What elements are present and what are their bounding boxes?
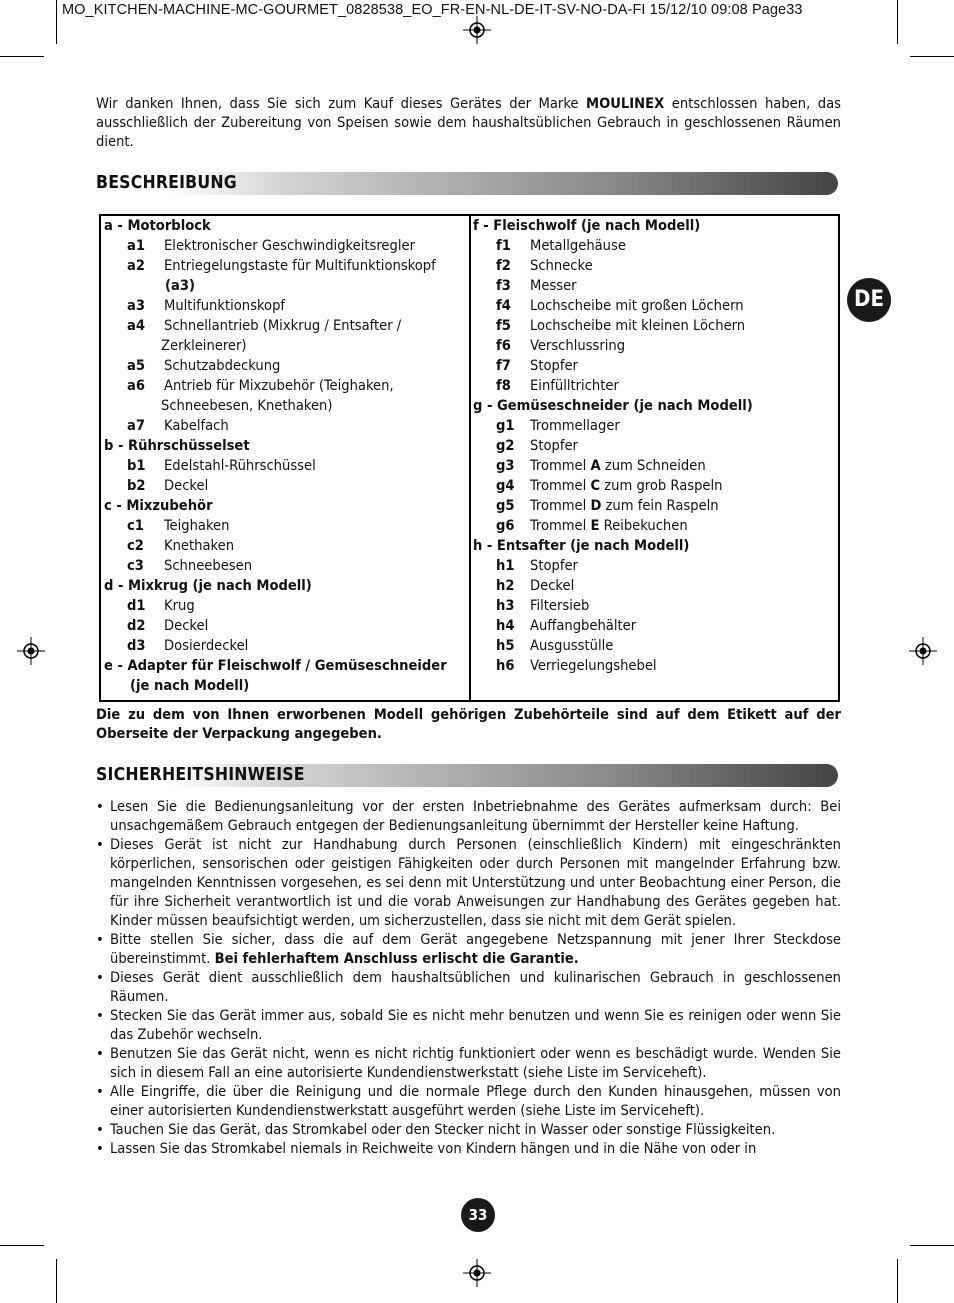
- group-heading: h - Entsafter (je nach Modell): [473, 537, 690, 554]
- part-name: [164, 356, 280, 376]
- part-name-text: Lochscheibe mit kleinen Löchern: [530, 317, 746, 334]
- bullet-text: Dieses Gerät ist nicht zur Handhabung durch Personen (einschließlich Kindern) mit eingeschränkten körperlichen, sensorischen oder geistigen Fähigkeiten oder durch Personen mit mangelnder Erfahrung bzw. mangelnden Kenntnissen vorgesehen, es sei denn mit Unterstützung und unter Beobachtung einer Person, die für ihre Sicherheit verantwortlich ist und die vorab Anweisungen zur Handhabung des Gerätes gegeben hat. Kinder müssen beaufsichtigt werden, um sicherzustellen, dass sie nicht mit dem Gerät spielen.: [110, 836, 841, 929]
- part-name-tail: zum grob Raspeln: [600, 477, 723, 494]
- part-name: [164, 536, 234, 556]
- part-name: [530, 236, 626, 256]
- parts-row: [104, 636, 466, 656]
- part-name-text: Trommel: [530, 457, 591, 474]
- part-code: f8: [496, 377, 511, 394]
- part-code: c1: [127, 517, 144, 534]
- part-name: [530, 656, 657, 676]
- parts-row: [104, 316, 466, 336]
- part-name-text: Lochscheibe mit großen Löchern: [530, 297, 744, 314]
- part-text-continued: (a3): [165, 277, 195, 294]
- part-code: b2: [127, 477, 146, 494]
- parts-row: [473, 476, 833, 496]
- part-name-text: Verschlussring: [530, 337, 626, 354]
- part-name: [530, 356, 578, 376]
- safety-bullet: [96, 1044, 841, 1082]
- drum-letter: E: [590, 517, 600, 534]
- parts-row: [104, 356, 466, 376]
- page-number: 33: [461, 1198, 495, 1232]
- part-name: [530, 616, 636, 636]
- part-name-text: Schnellantrieb (Mixkrug / Entsafter /: [164, 317, 402, 334]
- brand-name: MOULINEX: [586, 95, 665, 112]
- parts-row: [473, 236, 833, 256]
- part-name-text: Schnecke: [530, 257, 593, 274]
- print-header: MO_KITCHEN-MACHINE-MC-GOURMET_0828538_EO_FR-EN-NL-DE-IT-SV-NO-DA-FI 15/12/10 09:08 Page33: [62, 2, 803, 18]
- registration-mark-icon: [463, 1259, 491, 1287]
- part-code: g1: [496, 417, 515, 434]
- part-name: [164, 416, 229, 436]
- part-name: [530, 296, 744, 316]
- part-name: [530, 576, 574, 596]
- part-code: d3: [127, 637, 146, 654]
- part-name: [530, 456, 706, 476]
- bullet-text: Dieses Gerät dient ausschließlich dem haushaltsüblichen und kulinarischen Gebrauch in geschlossenen Räumen.: [110, 969, 841, 1005]
- part-code: a3: [127, 297, 145, 314]
- safety-bullet: [96, 930, 841, 968]
- group-heading: a - Motorblock: [104, 217, 211, 234]
- part-name-text: Kabelfach: [164, 417, 229, 434]
- intro-text-start: Wir danken Ihnen, dass Sie sich zum Kauf dieses Gerätes der Marke: [96, 95, 587, 112]
- part-name-text: Ausgusstülle: [530, 637, 614, 654]
- part-name: [164, 636, 248, 656]
- crop-mark: [910, 56, 954, 57]
- part-code: h4: [496, 617, 515, 634]
- part-name: [530, 636, 613, 656]
- safety-bullet: [96, 1120, 841, 1139]
- part-name-text: Trommellager: [530, 417, 620, 434]
- drum-letter: A: [590, 457, 601, 474]
- part-code: f7: [496, 357, 511, 374]
- part-name-text: Entriegelungstaste für Multifunktionskopf: [164, 257, 436, 274]
- parts-row: [473, 556, 833, 576]
- crop-mark: [56, 1259, 57, 1303]
- part-name-text: Dosierdeckel: [164, 637, 249, 654]
- group-heading-continued: (je nach Modell): [130, 677, 250, 694]
- part-name-text: Krug: [164, 597, 195, 614]
- part-name-text: Antrieb für Mixzubehör (Teighaken,: [164, 377, 394, 394]
- part-name: [530, 516, 688, 536]
- parts-row: [473, 636, 833, 656]
- part-name-tail: zum Schneiden: [600, 457, 706, 474]
- part-name-text: Deckel: [164, 617, 209, 634]
- part-name: [164, 256, 436, 276]
- column-divider: [469, 216, 471, 700]
- safety-bullet: [96, 1006, 841, 1044]
- parts-row: [104, 416, 466, 436]
- parts-row: [104, 336, 466, 356]
- part-name-text: Trommel: [530, 497, 591, 514]
- part-name: [530, 556, 578, 576]
- group-heading: d - Mixkrug (je nach Modell): [104, 577, 312, 594]
- part-name-text: Einfülltrichter: [530, 377, 619, 394]
- part-name: [530, 496, 719, 516]
- language-tab: DE: [847, 278, 891, 322]
- parts-row: [104, 496, 466, 516]
- parts-row: [473, 416, 833, 436]
- parts-row: [104, 436, 466, 456]
- parts-table: [99, 214, 840, 702]
- parts-row: [104, 516, 466, 536]
- part-name-text: Messer: [530, 277, 577, 294]
- part-name: [164, 376, 394, 396]
- parts-row: [473, 396, 833, 416]
- part-name-text: Deckel: [530, 577, 575, 594]
- bullet-text: Lesen Sie die Bedienungsanleitung vor der ersten Inbetriebnahme des Gerätes aufmerksam durch: Bei unsachgemäßem Gebrauch entgegen der Bedienungsanleitung übernimmt der Hersteller keine Haftung.: [110, 798, 841, 834]
- part-name-tail: zum fein Raspeln: [601, 497, 719, 514]
- part-code: f5: [496, 317, 511, 334]
- part-name: [530, 476, 722, 496]
- part-name: [530, 256, 593, 276]
- parts-column-left: [104, 216, 466, 696]
- part-name-text: Filtersieb: [530, 597, 590, 614]
- part-name-text: Stopfer: [530, 357, 578, 374]
- part-code: g4: [496, 477, 515, 494]
- part-name-text: Multifunktionskopf: [164, 297, 286, 314]
- parts-row: [104, 256, 466, 276]
- parts-row: [473, 496, 833, 516]
- part-name-text: Knethaken: [164, 537, 235, 554]
- part-name-text: Trommel: [530, 477, 591, 494]
- part-code: c2: [127, 537, 144, 554]
- part-code: g6: [496, 517, 515, 534]
- safety-list: [96, 797, 841, 1158]
- part-code: d2: [127, 617, 146, 634]
- parts-row: [473, 276, 833, 296]
- safety-bullet: [96, 835, 841, 930]
- part-code: g5: [496, 497, 515, 514]
- crop-mark: [0, 1245, 44, 1246]
- part-name: [530, 276, 577, 296]
- crop-mark: [897, 1259, 898, 1303]
- part-name-tail: Reibekuchen: [599, 517, 688, 534]
- parts-row: [473, 576, 833, 596]
- part-name-text: Trommel: [530, 517, 591, 534]
- part-code: f3: [496, 277, 511, 294]
- part-text-continued: Schneebesen, Knethaken): [161, 397, 333, 414]
- part-name-text: Elektronischer Geschwindigkeitsregler: [164, 237, 415, 254]
- part-name: [164, 476, 208, 496]
- part-code: a1: [127, 237, 145, 254]
- part-name: [164, 516, 229, 536]
- part-name: [530, 376, 619, 396]
- part-name-text: Stopfer: [530, 437, 578, 454]
- part-code: h5: [496, 637, 515, 654]
- part-code: f4: [496, 297, 511, 314]
- crop-mark: [897, 0, 898, 44]
- accessory-note: Die zu dem von Ihnen erworbenen Modell gehörigen Zubehörteile sind auf dem Etikett auf der Oberseite der Verpackung angegeben.: [96, 706, 841, 742]
- part-code: a5: [127, 357, 145, 374]
- part-name-text: Stopfer: [530, 557, 578, 574]
- parts-row: [473, 656, 833, 676]
- part-name-text: Auffangbehälter: [530, 617, 637, 634]
- safety-bullet: [96, 1139, 841, 1158]
- parts-row: [104, 276, 466, 296]
- part-code: h6: [496, 657, 515, 674]
- parts-row: [473, 216, 833, 236]
- drum-letter: D: [590, 497, 602, 514]
- part-name-text: Verriegelungshebel: [530, 657, 657, 674]
- parts-row: [104, 376, 466, 396]
- parts-row: [104, 656, 466, 676]
- part-name: [164, 616, 208, 636]
- parts-row: [473, 596, 833, 616]
- part-text-continued: Zerkleinerer): [161, 337, 247, 354]
- parts-row: [104, 616, 466, 636]
- parts-row: [104, 476, 466, 496]
- registration-mark-icon: [17, 637, 45, 665]
- part-name: [530, 596, 589, 616]
- part-code: c3: [127, 557, 144, 574]
- part-name-text: Schneebesen: [164, 557, 253, 574]
- bullet-text: Lassen Sie das Stromkabel niemals in Reichweite von Kindern hängen und in die Nähe von oder in: [110, 1140, 757, 1157]
- parts-row: [104, 296, 466, 316]
- section-title: SICHERHEITSHINWEISE: [96, 765, 305, 785]
- crop-mark: [0, 56, 44, 57]
- part-code: h1: [496, 557, 515, 574]
- parts-row: [473, 356, 833, 376]
- part-name: [530, 336, 625, 356]
- drum-letter: C: [590, 477, 601, 494]
- parts-row: [104, 556, 466, 576]
- part-name-text: Metallgehäuse: [530, 237, 626, 254]
- parts-row: [104, 536, 466, 556]
- parts-column-right: [473, 216, 833, 676]
- parts-row: [104, 456, 466, 476]
- intro-paragraph: [96, 94, 841, 151]
- part-code: f1: [496, 237, 511, 254]
- group-heading: e - Adapter für Fleischwolf / Gemüseschneider: [104, 657, 447, 674]
- part-code: g2: [496, 437, 515, 454]
- part-code: g3: [496, 457, 515, 474]
- safety-bullet: [96, 1082, 841, 1120]
- parts-row: [473, 336, 833, 356]
- group-heading: b - Rührschüsselset: [104, 437, 250, 454]
- group-heading: c - Mixzubehör: [104, 497, 213, 514]
- parts-row: [473, 256, 833, 276]
- part-code: a7: [127, 417, 145, 434]
- part-code: b1: [127, 457, 146, 474]
- part-name: [164, 596, 195, 616]
- parts-row: [473, 616, 833, 636]
- part-code: d1: [127, 597, 146, 614]
- part-code: a6: [127, 377, 145, 394]
- part-name: [164, 556, 252, 576]
- registration-mark-icon: [463, 16, 491, 44]
- part-name: [164, 236, 415, 256]
- part-code: a4: [127, 317, 145, 334]
- part-name-text: Deckel: [164, 477, 209, 494]
- bullet-text: Alle Eingriffe, die über die Reinigung und die normale Pflege durch den Kunden hinausgehen, müssen von einer autorisierten Kundendienstwerkstatt ausgeführt werden (siehe Liste im Serviceheft).: [110, 1083, 841, 1119]
- part-name: [164, 296, 285, 316]
- parts-row: [473, 436, 833, 456]
- group-heading: f - Fleischwolf (je nach Modell): [473, 217, 701, 234]
- part-name-text: Schutzabdeckung: [164, 357, 281, 374]
- part-name: [164, 456, 316, 476]
- bullet-text: Tauchen Sie das Gerät, das Stromkabel oder den Stecker nicht in Wasser oder sonstige Flüssigkeiten.: [110, 1121, 776, 1138]
- part-name-text: Teighaken: [164, 517, 230, 534]
- parts-row: [473, 316, 833, 336]
- parts-row: [104, 396, 466, 416]
- parts-row: [473, 536, 833, 556]
- part-code: a2: [127, 257, 145, 274]
- section-heading-sicherheitshinweise: [96, 764, 838, 787]
- parts-row: [473, 456, 833, 476]
- part-code: h3: [496, 597, 515, 614]
- intro-text-end: entschlossen haben, das ausschließlich der Zubereitung von Speisen sowie dem haushaltsüblichen Gebrauch in geschlossenen Räumen dient.: [96, 95, 841, 150]
- safety-bullet: [96, 797, 841, 835]
- parts-row: [473, 376, 833, 396]
- part-name: [530, 416, 620, 436]
- section-heading-beschreibung: [96, 172, 838, 195]
- part-name-text: Edelstahl-Rührschüssel: [164, 457, 316, 474]
- bullet-text: Benutzen Sie das Gerät nicht, wenn es nicht richtig funktioniert oder wenn es beschädigt wurde. Wenden Sie sich in diesem Fall an eine autorisierte Kundendienstwerkstatt (siehe Liste im Serviceheft).: [110, 1045, 841, 1081]
- part-code: h2: [496, 577, 515, 594]
- group-heading: g - Gemüseschneider (je nach Modell): [473, 397, 753, 414]
- registration-mark-icon: [909, 637, 937, 665]
- parts-row: [104, 576, 466, 596]
- bullet-emphasis: Bei fehlerhaftem Anschluss erlischt die Garantie.: [214, 950, 579, 967]
- crop-mark: [56, 0, 57, 44]
- bullet-text: Bitte stellen Sie sicher, dass die auf dem Gerät angegebene Netzspannung mit jener Ihrer Steckdose übereinstimmt.: [110, 931, 841, 967]
- parts-row: [104, 236, 466, 256]
- part-code: f6: [496, 337, 511, 354]
- crop-mark: [910, 1245, 954, 1246]
- part-name: [530, 316, 745, 336]
- part-name: [164, 316, 401, 336]
- parts-row: [104, 596, 466, 616]
- bullet-text: Stecken Sie das Gerät immer aus, sobald Sie es nicht mehr benutzen und wenn Sie es reinigen oder wenn Sie das Zubehör wechseln.: [110, 1007, 841, 1043]
- part-code: f2: [496, 257, 511, 274]
- parts-row: [104, 216, 466, 236]
- section-title: BESCHREIBUNG: [96, 173, 237, 193]
- safety-bullet: [96, 968, 841, 1006]
- parts-row: [473, 296, 833, 316]
- parts-row: [104, 676, 466, 696]
- part-name: [530, 436, 578, 456]
- parts-row: [473, 516, 833, 536]
